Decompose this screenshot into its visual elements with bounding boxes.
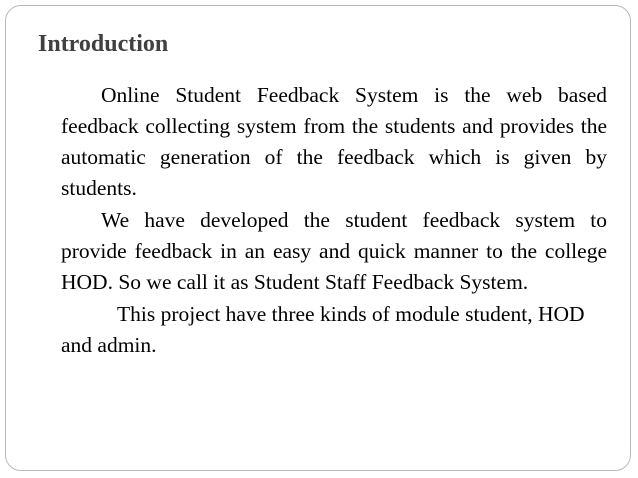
- paragraph-modules: This project have three kinds of module student, HOD and admin.: [61, 302, 585, 357]
- paragraph-intro: Online Student Feedback System is the web based feedback collecting system from the students and provides the automatic generation of the feedback which is given by students.: [61, 83, 607, 200]
- paragraph-development: We have developed the student feedback system to provide feedback in an easy and quick manner to the college HOD. So we call it as Student Staff Feedback System.: [61, 208, 607, 294]
- slide-title: Introduction: [38, 31, 169, 57]
- slide-body: [61, 80, 607, 362]
